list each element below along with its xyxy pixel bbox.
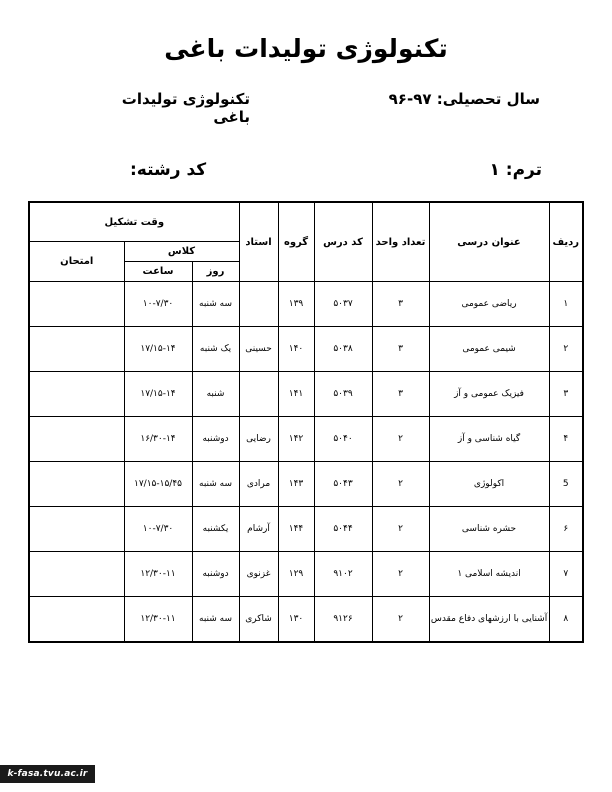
cell-onvan: آشنایی با ارزشهای دفاع مقدس [429,597,549,643]
cell-radif: ۶ [549,507,583,552]
header-tedad: تعداد واحد [372,202,429,282]
cell-rooz: سه شنبه [192,462,239,507]
course-code-label: کد رشته: [130,160,207,180]
cell-tedad: ۳ [372,372,429,417]
cell-code: ۵۰۴۴ [314,507,372,552]
cell-rooz: شنبه [192,372,239,417]
cell-radif: 5 [549,462,583,507]
cell-emtehan [29,417,124,462]
header-radif: ردیف [549,202,583,282]
cell-ostad: حسینی [239,327,278,372]
cell-rooz: سه شنبه [192,597,239,643]
cell-tedad: ۳ [372,282,429,327]
cell-onvan: ریاضی عمومی [429,282,549,327]
cell-goroh: ۱۴۲ [278,417,314,462]
cell-tedad: ۲ [372,552,429,597]
academic-year-label: سال تحصیلی: ۹۷-۹۶ [388,90,540,108]
table-row [29,282,583,327]
table-row [29,597,583,643]
cell-ostad [239,372,278,417]
cell-emtehan [29,282,124,327]
cell-code: ۵۰۴۳ [314,462,372,507]
cell-onvan: فیزیک عمومی و آز [429,372,549,417]
cell-saat: ۱۲/۳۰-۱۱ [124,552,192,597]
header-code: کد درس [314,202,372,282]
cell-onvan: گیاه شناسی و آز [429,417,549,462]
cell-saat: ۱۷/۱۵-۱۴ [124,327,192,372]
cell-saat: ۱۶/۳۰-۱۴ [124,417,192,462]
cell-radif: ۳ [549,372,583,417]
cell-tedad: ۲ [372,417,429,462]
cell-emtehan [29,507,124,552]
header-emtehan: امتحان [29,242,124,282]
cell-radif: ۸ [549,597,583,643]
cell-code: ۹۱۰۲ [314,552,372,597]
cell-rooz: سه شنبه [192,282,239,327]
cell-goroh: ۱۴۱ [278,372,314,417]
cell-code: ۵۰۴۰ [314,417,372,462]
cell-emtehan [29,327,124,372]
cell-saat: ۱۷/۱۵-۱۵/۴۵ [124,462,192,507]
cell-goroh: ۱۳۹ [278,282,314,327]
header-ostad: استاد [239,202,278,282]
table-row [29,552,583,597]
header-kelas: کلاس [124,242,239,262]
cell-radif: ۷ [549,552,583,597]
cell-ostad: رضایی [239,417,278,462]
cell-ostad [239,282,278,327]
cell-rooz: دوشنبه [192,552,239,597]
cell-emtehan [29,552,124,597]
cell-tedad: ۲ [372,597,429,643]
header-vaght: وقت تشکیل [29,202,239,242]
cell-saat: ۱۲/۳۰-۱۱ [124,597,192,643]
cell-saat: ۱۰-۷/۳۰ [124,282,192,327]
cell-onvan: حشره شناسی [429,507,549,552]
header-rooz: روز [192,262,239,282]
cell-ostad: غزنوی [239,552,278,597]
cell-code: ۵۰۳۸ [314,327,372,372]
cell-emtehan [29,462,124,507]
cell-code: ۵۰۳۹ [314,372,372,417]
cell-goroh: ۱۴۳ [278,462,314,507]
header-goroh: گروه [278,202,314,282]
cell-code: ۵۰۳۷ [314,282,372,327]
cell-ostad: شاکری [239,597,278,643]
header-saat: ساعت [124,262,192,282]
cell-rooz: یک شنبه [192,327,239,372]
cell-tedad: ۲ [372,462,429,507]
field-of-study-label: تکنولوژی تولیدات باغی [121,90,250,126]
cell-goroh: ۱۳۰ [278,597,314,643]
cell-emtehan [29,597,124,643]
table-row [29,372,583,417]
cell-saat: ۱۷/۱۵-۱۴ [124,372,192,417]
cell-tedad: ۳ [372,327,429,372]
cell-radif: ۲ [549,327,583,372]
cell-rooz: دوشنبه [192,417,239,462]
site-footer: k-fasa.tvu.ac.ir [0,765,95,783]
cell-saat: ۱۰-۷/۳۰ [124,507,192,552]
schedule-table [28,201,584,643]
table-row [29,327,583,372]
cell-rooz: یکشنبه [192,507,239,552]
cell-onvan: اکولوژی [429,462,549,507]
cell-onvan: اندیشه اسلامی ۱ [429,552,549,597]
cell-tedad: ۲ [372,507,429,552]
term-label: ترم: ۱ [489,160,542,180]
cell-ostad: مرادی [239,462,278,507]
cell-radif: ۱ [549,282,583,327]
cell-ostad: آرشام [239,507,278,552]
table-row [29,507,583,552]
cell-onvan: شیمی عمومی [429,327,549,372]
cell-emtehan [29,372,124,417]
cell-goroh: ۱۴۰ [278,327,314,372]
cell-goroh: ۱۴۴ [278,507,314,552]
cell-goroh: ۱۲۹ [278,552,314,597]
table-row [29,462,583,507]
header-onvan: عنوان درسی [429,202,549,282]
cell-radif: ۴ [549,417,583,462]
table-row [29,417,583,462]
page-title: تکنولوژی تولیدات باغی [164,34,448,63]
cell-code: ۹۱۲۶ [314,597,372,643]
